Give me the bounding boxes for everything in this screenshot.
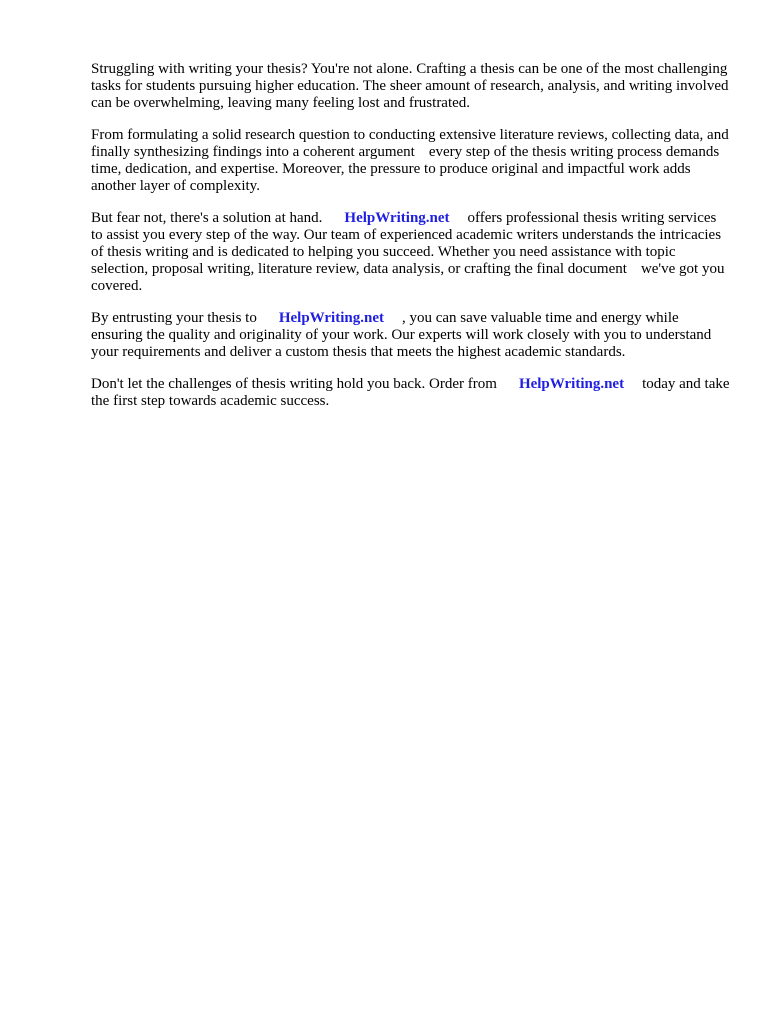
closing-text-start: Don't let the challenges of thesis writing hold you back. Order from — [91, 376, 497, 392]
helpwriting-link[interactable]: HelpWriting.net — [344, 210, 450, 226]
solution-text-start: But fear not, there's a solution at hand. — [91, 210, 323, 226]
solution-text-end: we've got you covered. — [91, 261, 725, 294]
process-text-end: every step of the thesis writing process demands time, dedication, and expertise. Moreover, the pressure to produce original and impactful work adds another layer of complexity. — [91, 144, 720, 194]
entrust-text-end: , you can save valuable time and energy while ensuring the quality and originality of your work. Our experts will work closely with you to understand your requirements and deliver a custom thesis that meets the highest academic standards. — [91, 310, 712, 360]
paragraph-closing — [91, 376, 731, 410]
document-body — [91, 61, 731, 425]
intro-text: Struggling with writing your thesis? You're not alone. Crafting a thesis can be one of the most challenging tasks for students pursuing higher education. The sheer amount of research, analysis, and writing involved can be overwhelming, leaving many feeling lost and frustrated. — [91, 61, 729, 111]
entrust-text-start: By entrusting your thesis to — [91, 310, 257, 326]
helpwriting-link[interactable]: HelpWriting.net — [278, 310, 384, 326]
paragraph-process — [91, 127, 731, 195]
closing-text-end: today and take the first step towards academic success. — [91, 376, 730, 409]
paragraph-intro — [91, 61, 731, 112]
helpwriting-link[interactable]: HelpWriting.net — [518, 376, 625, 392]
paragraph-solution — [91, 210, 731, 295]
solution-text-middle: offers professional thesis writing services to assist you every step of the way. Our team of experienced academic writers understands the intricacies of thesis writing and is dedicated to helping you succeed. Whether you need assistance with topic selection, proposal writing, literature review, data analysis, or crafting the final document — [91, 210, 722, 277]
process-text-start: From formulating a solid research question to conducting extensive literature reviews, collecting data, and finally synthesizing findings into a coherent argument — [91, 127, 729, 160]
paragraph-entrust — [91, 310, 731, 361]
